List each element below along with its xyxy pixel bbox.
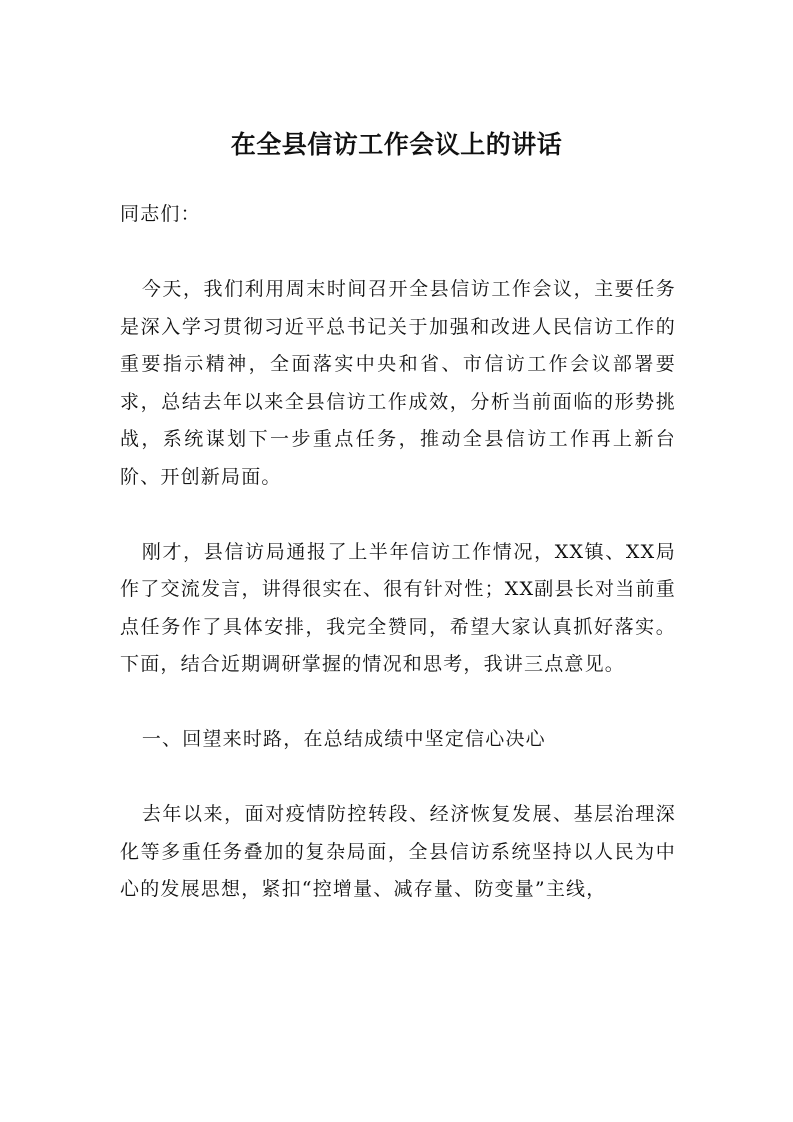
- document-body: [120, 196, 676, 946]
- section-heading-one: 一、回望来时路，在总结成绩中坚定信心决心: [141, 728, 546, 750]
- document-title: 在全县信访工作会议上的讲话: [230, 130, 563, 159]
- paragraph-context: 刚才，县信访局通报了上半年信访工作情况，XX镇、XX局作了交流发言，讲得很实在、很有针对性；XX副县长对当前重点任务作了具体安排，我完全赞同，希望大家认真抓好落实。下面，结合近期调研掌握的情况和思考，我讲三点意见。: [120, 540, 676, 675]
- paragraph-review: 去年以来，面对疫情防控转段、经济恢复发展、基层治理深化等多重任务叠加的复杂局面，全县信访系统坚持以人民为中心的发展思想，紧扣“控增量、减存量、防变量”主线，: [120, 803, 676, 900]
- paragraph-opening: 今天，我们利用周末时间召开全县信访工作会议，主要任务是深入学习贯彻习近平总书记关于加强和改进人民信访工作的重要指示精神，全面落实中央和省、市信访工作会议部署要求，总结去年以来全县信访工作成效，分析当前面临的形势挑战，系统谋划下一步重点任务，推动全县信访工作再上新台阶、开创新局面。: [120, 278, 676, 488]
- salutation: 同志们：: [120, 203, 201, 225]
